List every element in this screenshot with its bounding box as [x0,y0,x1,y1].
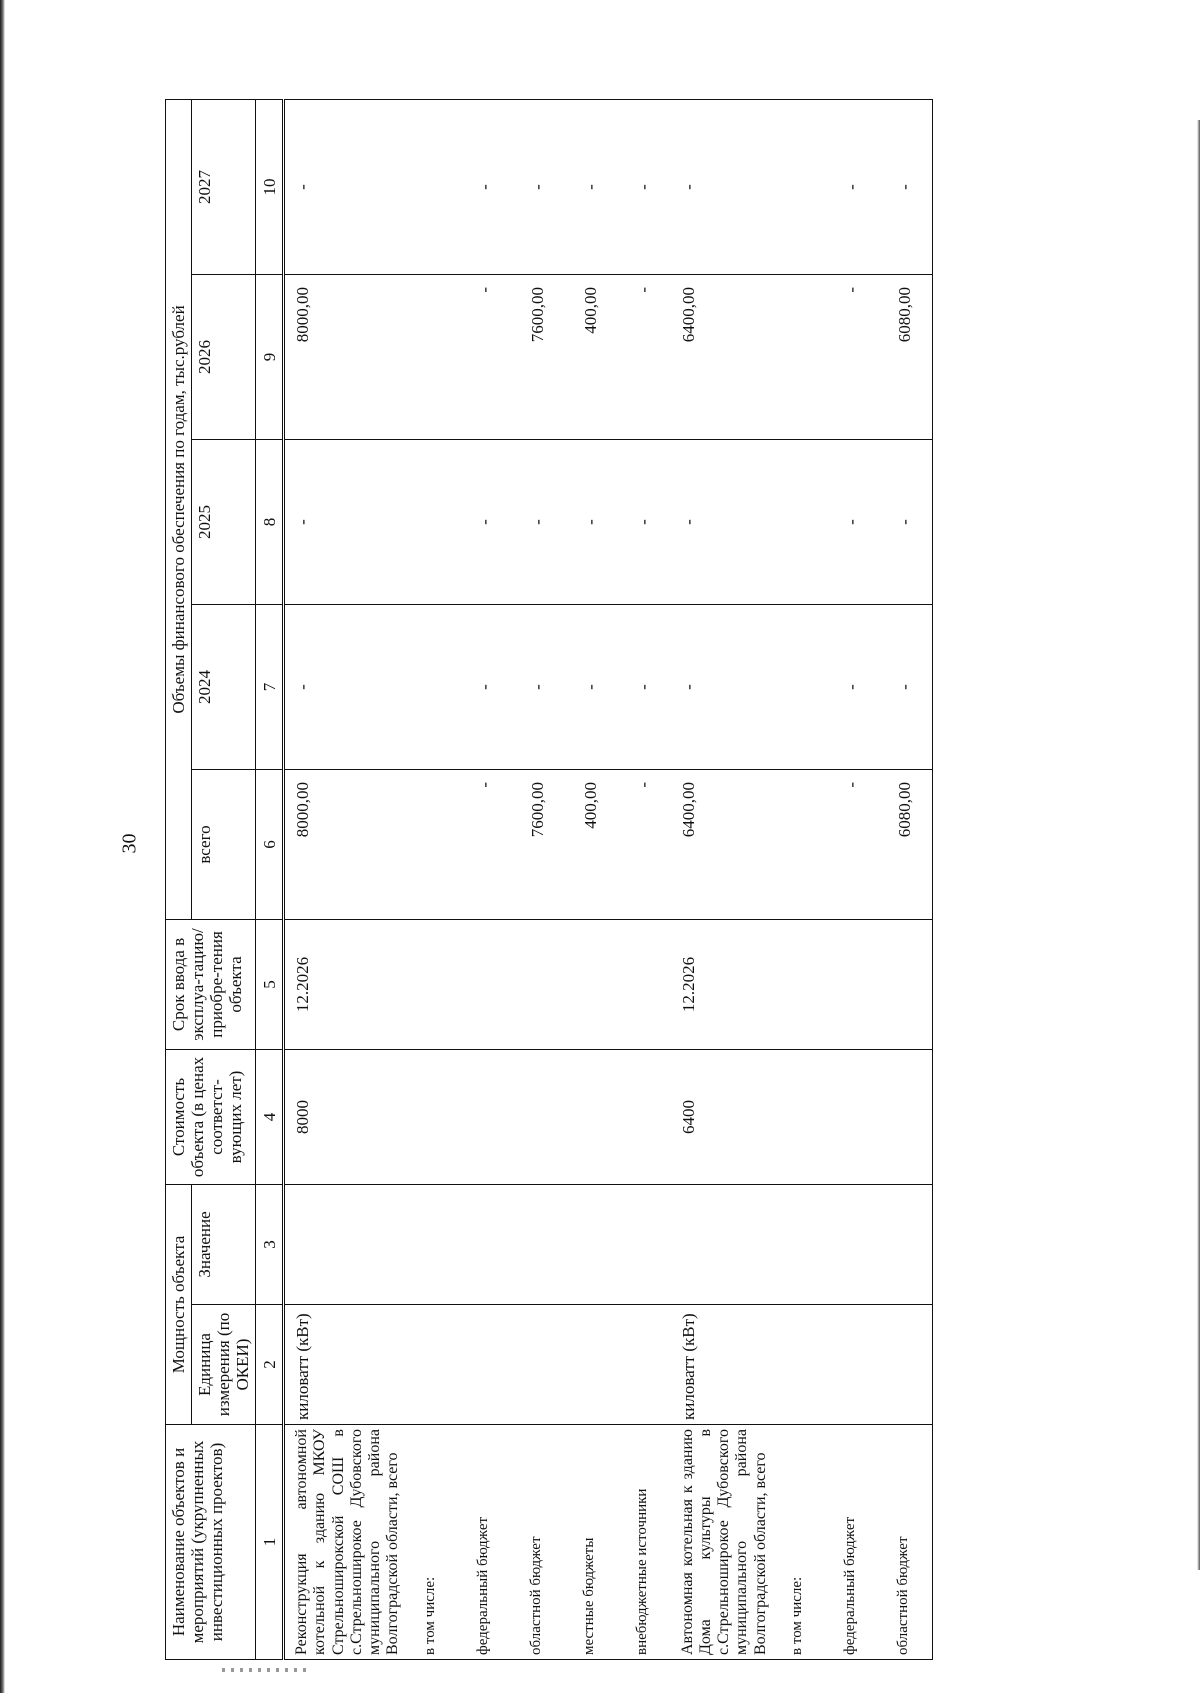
row-value [284,1185,406,1305]
table-row [773,99,826,1659]
row-name: федеральный бюджет [459,1425,512,1660]
row-2027: - [284,99,406,274]
row-cost [459,1050,512,1185]
row-unit [565,1305,618,1425]
header-name: Наименование объектов и мероприятий (укрупненных инвестиционных проектов) [166,1425,256,1660]
row-2025: - [284,440,406,605]
row-term [773,920,826,1050]
row-term [459,920,512,1050]
row-total: 7600,00 [512,770,565,920]
row-2026: - [618,275,671,440]
row-cost: 6400 [671,1050,773,1185]
row-2025 [406,440,459,605]
row-cost [565,1050,618,1185]
row-value [459,1185,512,1305]
row-2025: - [565,440,618,605]
row-unit [406,1305,459,1425]
row-2024 [773,605,826,770]
row-2027 [406,99,459,274]
row-term [512,920,565,1050]
row-2027 [773,99,826,274]
row-name: Автономная котельная к зданию Дома культуры в с.Стрельноширокое Дубовского муниципального района Волгоградской области, всего [671,1425,773,1660]
header-2025: 2025 [192,440,256,605]
row-2024: - [671,605,773,770]
row-value [406,1185,459,1305]
row-term [826,920,879,1050]
row-unit [512,1305,565,1425]
row-2027: - [512,99,565,274]
table-row [565,99,618,1659]
row-2027: - [826,99,879,274]
column-number: 8 [256,440,284,605]
row-total [773,770,826,920]
row-2024: - [618,605,671,770]
header-2027: 2027 [192,99,256,274]
rotated-page [165,100,1165,1660]
row-total: 6400,00 [671,770,773,920]
row-2025: - [618,440,671,605]
scan-dots [222,1668,312,1672]
row-cost [773,1050,826,1185]
row-2027: - [879,99,933,274]
header-2024: 2024 [192,605,256,770]
row-2025: - [512,440,565,605]
row-name: федеральный бюджет [826,1425,879,1660]
row-2024: - [879,605,933,770]
row-2026: 6080,00 [879,275,933,440]
row-2026: 400,00 [565,275,618,440]
row-cost: 8000 [284,1050,406,1185]
column-number: 7 [256,605,284,770]
header-cost: Стоимость объекта (в ценах соответст-вующих лет) [166,1050,256,1185]
table-row [459,99,512,1659]
column-number: 9 [256,275,284,440]
row-2024: - [826,605,879,770]
row-term: 12.2026 [284,920,406,1050]
row-2027: - [565,99,618,274]
row-total: 6080,00 [879,770,933,920]
row-term [565,920,618,1050]
table-row [512,99,565,1659]
column-number: 2 [256,1305,284,1425]
column-number: 5 [256,920,284,1050]
column-number: 1 [256,1425,284,1660]
row-unit [773,1305,826,1425]
row-value [565,1185,618,1305]
row-2026: 8000,00 [284,275,406,440]
row-value [879,1185,933,1305]
header-total: всего [192,770,256,920]
row-2026: - [826,275,879,440]
column-number: 6 [256,770,284,920]
row-total: 400,00 [565,770,618,920]
row-total: 8000,00 [284,770,406,920]
row-value [826,1185,879,1305]
page-number: 30 [118,833,141,854]
row-2024 [406,605,459,770]
row-term [879,920,933,1050]
row-2025: - [671,440,773,605]
column-number: 10 [256,99,284,274]
row-name: внебюджетные источники [618,1425,671,1660]
row-term: 12.2026 [671,920,773,1050]
table-row [406,99,459,1659]
row-2024: - [284,605,406,770]
header-capacity-group: Мощность объекта [166,1185,192,1425]
row-term [618,920,671,1050]
table-row [671,99,773,1659]
row-unit [618,1305,671,1425]
row-unit: киловатт (кВт) [284,1305,406,1425]
row-2025 [773,440,826,605]
row-name: областной бюджет [879,1425,933,1660]
financing-table [165,99,933,1660]
row-value [512,1185,565,1305]
header-unit: Единица измерения (по ОКЕИ) [192,1305,256,1425]
header-value: Значение [192,1185,256,1305]
scan-edge-left [0,0,5,1693]
row-cost [826,1050,879,1185]
header-finance-group: Объемы финансового обеспечения по годам, тыс.рублей [166,99,192,919]
row-unit: киловатт (кВт) [671,1305,773,1425]
header-term: Срок ввода в эксплуа-тацию/ приобре-тения объекта [166,920,256,1050]
row-unit [459,1305,512,1425]
row-2026: - [459,275,512,440]
row-2024: - [512,605,565,770]
row-name: местные бюджеты [565,1425,618,1660]
row-value [671,1185,773,1305]
row-term [406,920,459,1050]
row-cost [618,1050,671,1185]
row-name: в том числе: [406,1425,459,1660]
row-2026: 7600,00 [512,275,565,440]
row-total: - [826,770,879,920]
row-2026: 6400,00 [671,275,773,440]
row-name: Реконструкция автономной котельной к зданию МКОУ Стрельноширокской СОШ в с.Стрельноширокое Дубовского муниципального района Волгоградской области, всего [284,1425,406,1660]
row-total: - [459,770,512,920]
row-value [618,1185,671,1305]
row-2025: - [459,440,512,605]
column-number: 4 [256,1050,284,1185]
row-2027: - [671,99,773,274]
row-2026 [406,275,459,440]
row-2027: - [618,99,671,274]
row-2025: - [826,440,879,605]
row-cost [406,1050,459,1185]
row-name: в том числе: [773,1425,826,1660]
table-row [826,99,879,1659]
row-2027: - [459,99,512,274]
row-total [406,770,459,920]
row-2025: - [879,440,933,605]
row-cost [879,1050,933,1185]
row-2026 [773,275,826,440]
row-unit [879,1305,933,1425]
row-2024: - [459,605,512,770]
header-2026: 2026 [192,275,256,440]
column-number: 3 [256,1185,284,1305]
row-name: областной бюджет [512,1425,565,1660]
table-row [284,99,406,1659]
row-cost [512,1050,565,1185]
table-row [618,99,671,1659]
row-2024: - [565,605,618,770]
table-row [879,99,933,1659]
row-unit [826,1305,879,1425]
row-value [773,1185,826,1305]
row-total: - [618,770,671,920]
